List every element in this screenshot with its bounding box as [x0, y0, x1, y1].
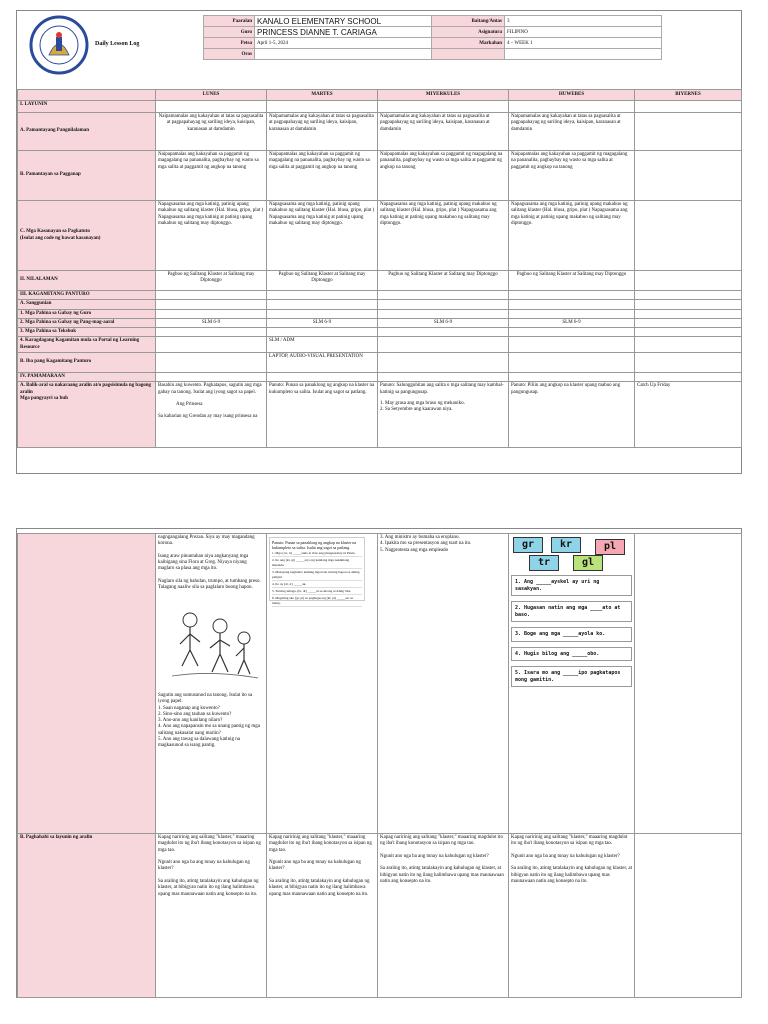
cluster-chip: tr: [529, 555, 559, 571]
worksheet-line: 1. Mga ( br, tr) _____ando at ilaw ang pinagsasabay ni Paula.: [272, 551, 362, 557]
layunin-label: I. LAYUNIN: [18, 101, 156, 113]
sanggunian-label: A. Sanggunian: [18, 300, 156, 309]
day-lunes: LUNES: [156, 90, 267, 101]
header: [17, 11, 741, 77]
cluster-chip: gl: [573, 555, 603, 571]
cluster-items: [511, 575, 632, 687]
nilalaman-martes: Pagbuo ng Salitang Klaster at Salitang may Diptonggo: [267, 271, 378, 291]
paghahabi-martes-p2: Ngunit ano nga ba ang tunay na kahulugan ng klaster?: [269, 860, 361, 872]
cluster-exercise-cell: [509, 534, 635, 834]
mag-aaral-label: 2. Mga Pahina sa Gabay ng Pang-mag-aaral: [18, 318, 156, 327]
children-playing-icon: [162, 602, 262, 682]
paghahabi-lunes-p1: Kapag naririnig ang salitang "klaster," maaaring magdulot ito ng iba't ibang konotasyon sa isipan ng mga tao.: [158, 835, 261, 853]
cluster-item: 4. Hugis bilog ang _____obo.: [511, 647, 632, 662]
balik-lunes: [156, 382, 267, 448]
cluster-chip: gr: [513, 537, 543, 553]
pagganap-huwebes: Naipapamalas ang kakayahan sa paggamit ng magagalang na pananalita, pagbaybay ng wasto sa mga salita at paggamit ng angkop na tanong: [509, 151, 635, 201]
paghahabi-biyernes: [635, 834, 742, 998]
balik-miyerkules: [378, 382, 509, 448]
pamantayang-label: A. Pamantayang Pangnilalaman: [18, 113, 156, 151]
paghahabi-huwebes-p2: Ngunit ano nga ba ang tunay na kahulugan ng klaster?: [511, 853, 620, 859]
nilalaman-miyerkules: Pagbuo ng Salitang Klaster at Salitang may Diptonggo: [378, 271, 509, 291]
paghahabi-huwebes-p3: Sa araling ito, atintg tatalakayin ang kahulugan ng klaster, at bibigyan natin ito ng ilang halimbawa upang mas maunawaan natin ang konsepto na ito.: [511, 866, 633, 885]
balik-huwebes: Panuto: Piliin ang angkop na klaster upang mabuo ang pangungusap.: [509, 382, 635, 448]
baitang-value: 3: [505, 16, 662, 27]
cluster-item: 2. Hugasan natin ang mga ____ato at baso.: [511, 601, 632, 622]
slm-huwebes: SLM 6-9: [509, 318, 635, 327]
pamantayang-lunes: Naipamamalas ang kakayahan at tatas sa pagsasalita at pagpapahayag ng sariling ideya, kaisipan, karanasan at damdamin: [156, 113, 267, 151]
dll-title: Daily Lesson Log: [95, 41, 140, 47]
balik-miyerkules-intro: Panuto: Salungguhitan ang salita o mga salitang may kambal-katinig sa pangungusap.: [380, 383, 504, 395]
worksheet-line: 5. Tuwing umaga, (br, dr) _____ut sa Abong at Aling Sira.: [272, 589, 362, 595]
balik-biyernes: Catch Up Friday: [635, 382, 742, 448]
paghahabi-lunes-p2: Ngunit ano nga ba ang tunay na kahulugan ng klaster?: [158, 860, 250, 872]
day-martes: MARTES: [267, 90, 378, 101]
portal-text: SLM / ADM: [267, 337, 378, 353]
portal-label: 4. Karagdagang Kagamitan mula sa Portal ng Learning Resource: [18, 337, 156, 353]
worksheet-lines: [272, 551, 362, 607]
petsa-value: April 1-5, 2024: [255, 38, 432, 49]
petsa-label: Petsa: [204, 38, 255, 49]
paghahabi-lunes: [156, 834, 267, 998]
slm-martes: SLM 6-9: [267, 318, 378, 327]
nilalaman-lunes: Pagbuo ng Salitang Klaster at Salitang may Diptonggo: [156, 271, 267, 291]
story-title: Ang Prinsesa: [176, 401, 203, 407]
kasanayan-lunes: Napagsasama ang mga katinig, patinig upang makabuo ng salitang klaster (Hal. blusa, gripo, plat ) Napagsasama ang mga katinig at patinig upang makabuo ng salitang may diptonggo.: [156, 201, 267, 271]
lesson-table-continued: [17, 533, 742, 998]
worksheet-cell: [267, 534, 378, 834]
paghahabi-miyerkules: [378, 834, 509, 998]
paghahabi-huwebes: [509, 834, 635, 998]
worksheet-line: 4. Ito ay (dr, tr) _____ak.: [272, 582, 362, 588]
paghahabi-martes-p1: Kapag naririnig ang salitang "klaster," maaaring magdulot ito ng iba't ibang konotasyon sa isipan ng mga tao.: [269, 835, 372, 853]
biyernes-continued: [635, 534, 742, 834]
pagganap-biyernes: [635, 151, 742, 201]
kasanayan-biyernes: [635, 201, 742, 271]
miyerkules-continued: 3. Ang ministro ay bumaba sa eroplano. 4. Ipakita mo sa presentasyon ang tsart na ito. 5. Nagprotesta ang mga empleado: [378, 534, 509, 834]
cluster-chip: kr: [551, 537, 581, 553]
paghahabi-huwebes-p1: Kapag naririnig ang salitang "klaster," maaaring magdulot ito ng iba't ibang konotasyon sa isipan ng mga tao.: [511, 835, 628, 847]
pamantayang-miyerkules: Naipamamalas ang kakayahan at tatas sa pagsasalita at pagpapahayag ng sariling ideya, kaisipan, karanasan at damdamin: [378, 113, 509, 151]
asignatura-value: FILIPINO: [505, 27, 662, 38]
guro-value: PRINCESS DIANNE T. CARIAGA: [255, 27, 432, 38]
oras-value: [255, 49, 432, 60]
nilalaman-label: II. NILALAMAN: [18, 271, 156, 291]
corner-cell: [18, 90, 156, 101]
pagganap-miyerkules: Naipapamalas ang kakayahan sa paggamit ng magagalang na pananalita, pagbaybay ng wasto sa mga salita at paggamit ng angkop na tanong: [378, 151, 509, 201]
cluster-item: 3. Boge ang mga _____ayola ko.: [511, 627, 632, 642]
day-biyernes: BIYERNES: [635, 90, 742, 101]
asignatura-label: Asignatura: [432, 27, 505, 38]
paaralan-value: KANALO ELEMENTARY SCHOOL: [255, 16, 432, 27]
oras-label: Oras: [204, 49, 255, 60]
pamamaraan-label: IV. PAMAMARAAN: [18, 373, 156, 382]
worksheet-line: 6. Magaling ako (gr, pl) sa paghugas ng (kl, pl) _____ato sa bahay.: [272, 596, 362, 607]
paghahabi-martes: [267, 834, 378, 998]
baitang-label: Baitang/Antas: [432, 16, 505, 27]
header-grid: [203, 15, 662, 60]
paaralan-label: Paaralan: [204, 16, 255, 27]
kasanayan-huwebes: Napagsasama ang mga katinig, patinig upang makabuo ng salitang klaster (Hal. blusa, gripo, plat ) Napagsasama ang mga katinig at patinig upang makabuo ng salitang may diptonggo.: [509, 201, 635, 271]
slm-lunes: SLM 6-9: [156, 318, 267, 327]
story-start: Sa kaharian ng Grendan ay may isang prinsesa na: [158, 414, 258, 420]
pamantayang-biyernes: [635, 113, 742, 151]
kagamitan-label: III. KAGAMITANG PANTURO: [18, 291, 156, 300]
paghahabi-lunes-p3: Sa araling ito, atintg tatalakayin ang kahulugan ng klaster, at bibigyan natin ito ng ilang halimbawa upang mas maunawaan natin ang konsepto na ito.: [158, 879, 259, 897]
paghahabi-miyerkules-p1: Kapag naririnig ang salitang "klaster," maaaring magdulot ito ng iba't ibang konotasyon sa isipan ng mga tao.: [380, 835, 504, 847]
lesson-table: [17, 89, 742, 448]
guro-pahina-label: 1. Mga Pahina sa Gabay ng Guro: [18, 309, 156, 318]
slm-miyerkules: SLM 6-9: [378, 318, 509, 327]
continued-label-cell: [18, 534, 156, 834]
pamantayang-huwebes: Naipamamalas ang kakayahan at tatas sa pagsasalita at pagpapahayag ng sariling ideya, kaisipan, karanasan at damdamin: [509, 113, 635, 151]
cluster-item: 1. Ang _____ayskel ay uri ng sasakyan.: [511, 575, 632, 596]
worksheet-line: 2. Ito ang (kl, gr) _____aryo ng kanilang mga nakikitang matanda.: [272, 558, 362, 569]
page-one: [16, 10, 742, 474]
paghahabi-miyerkules-p3: Sa araling ito, atintg tatalakayin ang kahulugan ng klaster, at bibigyan natin ito ng ilang halimbawa upang mas maunawaan natin ang konsepto na ito.: [380, 866, 504, 885]
cluster-item: 5. Isara mo ang _____ipo pagkatapos mong gamitin.: [511, 666, 632, 687]
guro-label: Guro: [204, 27, 255, 38]
kasanayan-miyerkules: Napagsasama ang mga katinig, patinig upang makabuo ng salitang klaster (Hal. blusa, gripo, plat ) Napagsasama ang mga katinig at patinig upang makabuo ng salitang may diptonggo.: [378, 201, 509, 271]
pagganap-martes: Naipapamalas ang kakayahan sa paggamit ng magagalang na pananalita, pagbaybay ng wasto sa mga salita at paggamit ng angkop na tanong: [267, 151, 378, 201]
story-continued-cell: [156, 534, 267, 834]
pagbabahagi-label: B. Paghahabi sa layunin ng aralin: [18, 834, 156, 998]
pamantayang-martes: Naipamamalas ang kakayahan at tatas sa pagsasalita at pagpapahayag ng sariling ideya, kaisipan, karanasan at damdamin: [267, 113, 378, 151]
worksheet-line: 3. Masayang naglularo kaming mga bata tuwing hapon sa aming paligid.: [272, 570, 362, 581]
blank-label: [432, 49, 505, 60]
story-continued: nagngangalang Prezan. Siya ay may magandang korona. Isang araw pinuntahan niya angkanyang mga kaibigang sina Flora at Greg. Niyaya niyang maglaro sa plasa ang mga ito. Naglaro sila ng bahulan, trumpo, at tumbang preso. Talagang naaliw sila sa paglalaro buong hapon.: [158, 535, 261, 591]
page-two: [16, 528, 742, 998]
balik-lunes-instructions: Basahin ang kuwento. Pagkatapos, sagutin ang mga gabay na tanong. Isulat ang iyong sagot sa papel.: [158, 383, 262, 395]
nilalaman-huwebes: Pagbuo ng Salitang Klaster at Salitang may Diptonggo: [509, 271, 635, 291]
story-questions: Sagutin ang sumusunod na tanong. Isulat ito sa iyong papel. 1. Saan naganap ang kuwento? 2. Sino-sino ang tauhan sa kuwento? 3. Ano-ano ang kanilang nilaro? 4. Ano ang napapansin mo sa unang pantig ng mga salitang nakasalat nang mariin? 5. Ano ang tawag sa dalawang katinig na magkasunod sa isang pantig.: [158, 692, 260, 749]
pagganap-lunes: Naipapamalas ang kakayahan sa paggamit ng magagalang na pananalita, pagbaybay ng wasto sa mga salita at paggamit ng angkop na tanong: [156, 151, 267, 201]
teksbuk-label: 3. Mga Pahina sa Teksbuk: [18, 328, 156, 337]
cluster-chip: pl: [595, 539, 625, 555]
deped-seal-icon: [29, 15, 89, 75]
blank-value: [505, 49, 662, 60]
nilalaman-biyernes: [635, 271, 742, 291]
iba-text: LAPTOP, AUDIO-VISUAL PRESENTATION: [267, 353, 378, 373]
paghahabi-martes-p3: Sa araling ito, atintg tatalakayin ang kahulugan ng klaster, at bibigyan natin ito ng ilang halimbawa upang mas maunawaan natin ang konsepto na ito.: [269, 879, 370, 897]
day-huwebes: HUWEBES: [509, 90, 635, 101]
markahan-label: Markahan: [432, 38, 505, 49]
worksheet-title: Panuto: Punan sa panaklong ng angkop na klaster na kukumpleto sa salita. Isulat ang sagot sa patlang.: [272, 540, 357, 550]
worksheet-thumbnail: [269, 537, 365, 605]
balik-miyerkules-list: 1. May grasa ang mga braso ng mekaniko. 2. Sa Setyembre ang kaarawan niya.: [380, 400, 465, 413]
pagganap-label: B. Pamantayan sa Pagganap: [18, 151, 156, 201]
iba-label: B. Iba pang Kagamitang Panturo: [18, 353, 156, 373]
balik-martes: Panuto: Punan sa panaklong ng angkop na klaster na kukumpleto sa salita. Isulat ang sagot sa patlang.: [267, 382, 378, 448]
paghahabi-miyerkules-p2: Ngunit ano nga ba ang tunay na kahulugan ng klaster?: [380, 853, 489, 859]
markahan-value: 4 – WEEK 1: [505, 38, 662, 49]
kasanayan-label: C. Mga Kasanayan sa Pagkatuto (Isulat ang code ng bawat kasanayan): [18, 201, 156, 271]
balik-label: A. Balik-aral sa nakaraang aralin at/o pagsisimula ng bagong aralin Mga pangyayri sa buh: [18, 382, 156, 448]
day-miyerkules: MIYERKULES: [378, 90, 509, 101]
cluster-chips: [511, 535, 629, 571]
kasanayan-martes: Napagsasama ang mga katinig, patinig upang makabuo ng salitang klaster (Hal. blusa, gripo, plat ) Napagsasama ang mga katinig at patinig upang makabuo ng salitang may diptonggo.: [267, 201, 378, 271]
